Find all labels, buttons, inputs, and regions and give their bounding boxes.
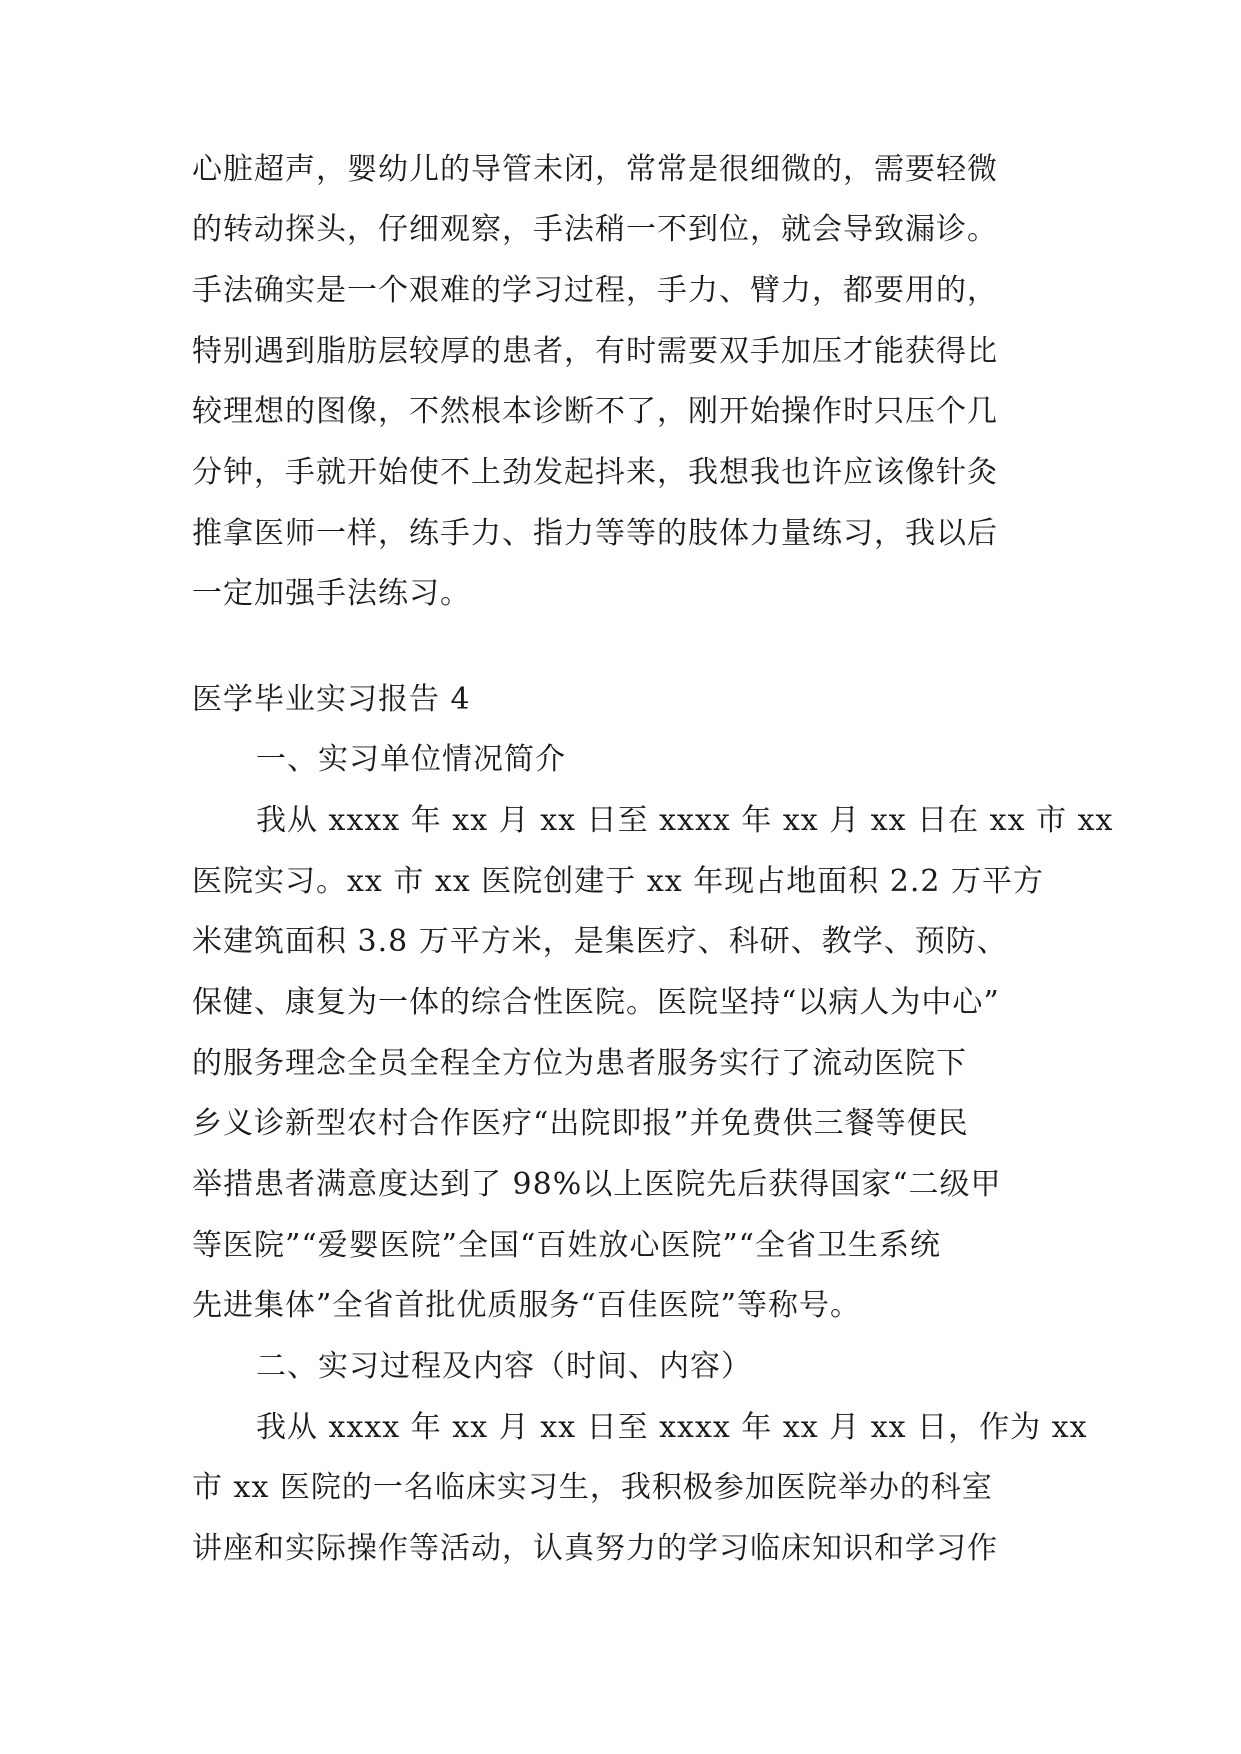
paragraph-line: 保健、康复为一体的综合性医院。医院坚持“以病人为中心” xyxy=(192,985,1000,1020)
report-title: 医学毕业实习报告 4 xyxy=(192,682,471,717)
paragraph-line: 特别遇到脂肪层较厚的患者，有时需要双手加压才能获得比 xyxy=(192,334,998,369)
paragraph-line: 乡义诊新型农村合作医疗“出院即报”并免费供三餐等便民 xyxy=(192,1106,969,1141)
paragraph-line: 一定加强手法练习。 xyxy=(192,576,471,611)
paragraph-line: 手法确实是一个艰难的学习过程，手力、臂力，都要用的， xyxy=(192,273,998,308)
paragraph-line: 等医院”“爱婴医院”全国“百姓放心医院”“全省卫生系统 xyxy=(192,1228,942,1263)
paragraph-line: 分钟，手就开始使不上劲发起抖来，我想我也许应该像针灸 xyxy=(192,455,998,490)
paragraph-line: 心脏超声，婴幼儿的导管未闭，常常是很细微的，需要轻微 xyxy=(192,152,998,187)
paragraph-line: 我从 xxxx 年 xx 月 xx 日至 xxxx 年 xx 月 xx 日在 xx 市 xx xyxy=(256,803,1114,838)
paragraph-line: 的服务理念全员全程全方位为患者服务实行了流动医院下 xyxy=(192,1046,967,1081)
paragraph-line: 我从 xxxx 年 xx 月 xx 日至 xxxx 年 xx 月 xx 日，作为 xx xyxy=(256,1410,1088,1445)
paragraph-line: 先进集体”全省首批优质服务“百佳医院”等称号。 xyxy=(192,1288,862,1323)
paragraph-line: 医院实习。xx 市 xx 医院创建于 xx 年现占地面积 2.2 万平方 xyxy=(192,864,1044,899)
paragraph-line: 推拿医师一样，练手力、指力等等的肢体力量练习，我以后 xyxy=(192,516,998,551)
paragraph-line: 举措患者满意度达到了 98%以上医院先后获得国家“二级甲 xyxy=(192,1167,1002,1202)
paragraph-line: 讲座和实际操作等活动，认真努力的学习临床知识和学习作 xyxy=(192,1531,998,1566)
paragraph-line: 的转动探头，仔细观察，手法稍一不到位，就会导致漏诊。 xyxy=(192,212,998,247)
section-heading: 二、实习过程及内容（时间、内容） xyxy=(256,1349,752,1384)
paragraph-line: 较理想的图像，不然根本诊断不了，刚开始操作时只压个几 xyxy=(192,394,998,429)
section-heading: 一、实习单位情况简介 xyxy=(256,742,566,777)
paragraph-line: 市 xx 医院的一名临床实习生，我积极参加医院举办的科室 xyxy=(192,1470,993,1505)
paragraph-line: 米建筑面积 3.8 万平方米，是集医疗、科研、教学、预防、 xyxy=(192,924,1008,959)
